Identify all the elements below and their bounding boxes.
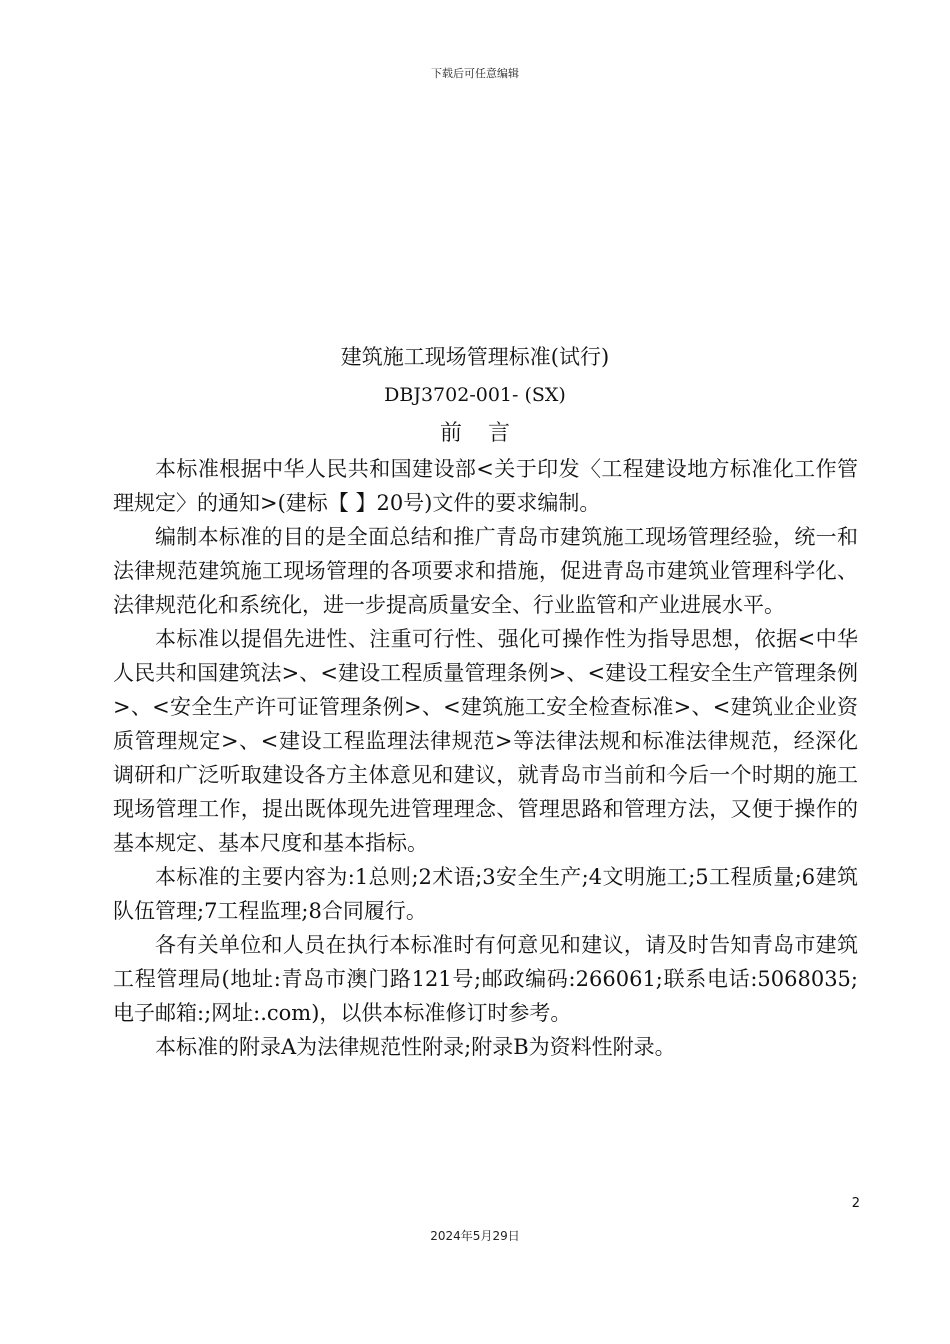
paragraph: 本标准以提倡先进性、注重可行性、强化可操作性为指导思想，依据<中华人民共和国建筑法>、<建设工程质量管理条例>、<建设工程安全生产管理条例>、<安全生产许可证管理条例>、<建筑施工安全检查标准>、<建筑业企业资质管理规定>、<建设工程监理法律规范>等法律法规和标准法律规范，经深化调研和广泛听取建设各方主体意见和建议，就青岛市当前和今后一个时期的施工现场管理工作，提出既体现先进管理理念、管理思路和管理方法，又便于操作的基本规定、基本尺度和基本指标。: [113, 627, 858, 855]
page-number: 2: [851, 1196, 860, 1211]
footer-date: 2024年5月29日: [430, 1229, 520, 1243]
page-header-note: 下载后可任意编辑: [431, 67, 519, 80]
document-body: [113, 452, 858, 1064]
paragraph: 本标准的附录A为法律规范性附录;附录B为资料性附录。: [155, 1035, 676, 1059]
paragraph: 各有关单位和人员在执行本标准时有何意见和建议，请及时告知青岛市建筑工程管理局(地址:青岛市澳门路121号;邮政编码:266061;联系电话:5068035;电子邮箱:;网址:.com)，以供本标准修订时参考。: [113, 933, 858, 1025]
document-code: DBJ3702-001- (SX): [384, 384, 566, 406]
paragraph: 本标准的主要内容为:1总则;2术语;3安全生产;4文明施工;5工程质量;6建筑队伍管理;7工程监理;8合同履行。: [113, 865, 858, 923]
document-title: 建筑施工现场管理标准(试行): [340, 345, 610, 369]
paragraph: 本标准根据中华人民共和国建设部<关于印发〈工程建设地方标准化工作管理规定〉的通知>(建标【 】20号)文件的要求编制。: [113, 457, 858, 515]
paragraph: 编制本标准的目的是全面总结和推广青岛市建筑施工现场管理经验，统一和法律规范建筑施工现场管理的各项要求和措施，促进青岛市建筑业管理科学化、法律规范化和系统化，进一步提高质量安全、行业监管和产业进展水平。: [113, 525, 858, 617]
section-title-foreword: 前言: [439, 421, 536, 446]
